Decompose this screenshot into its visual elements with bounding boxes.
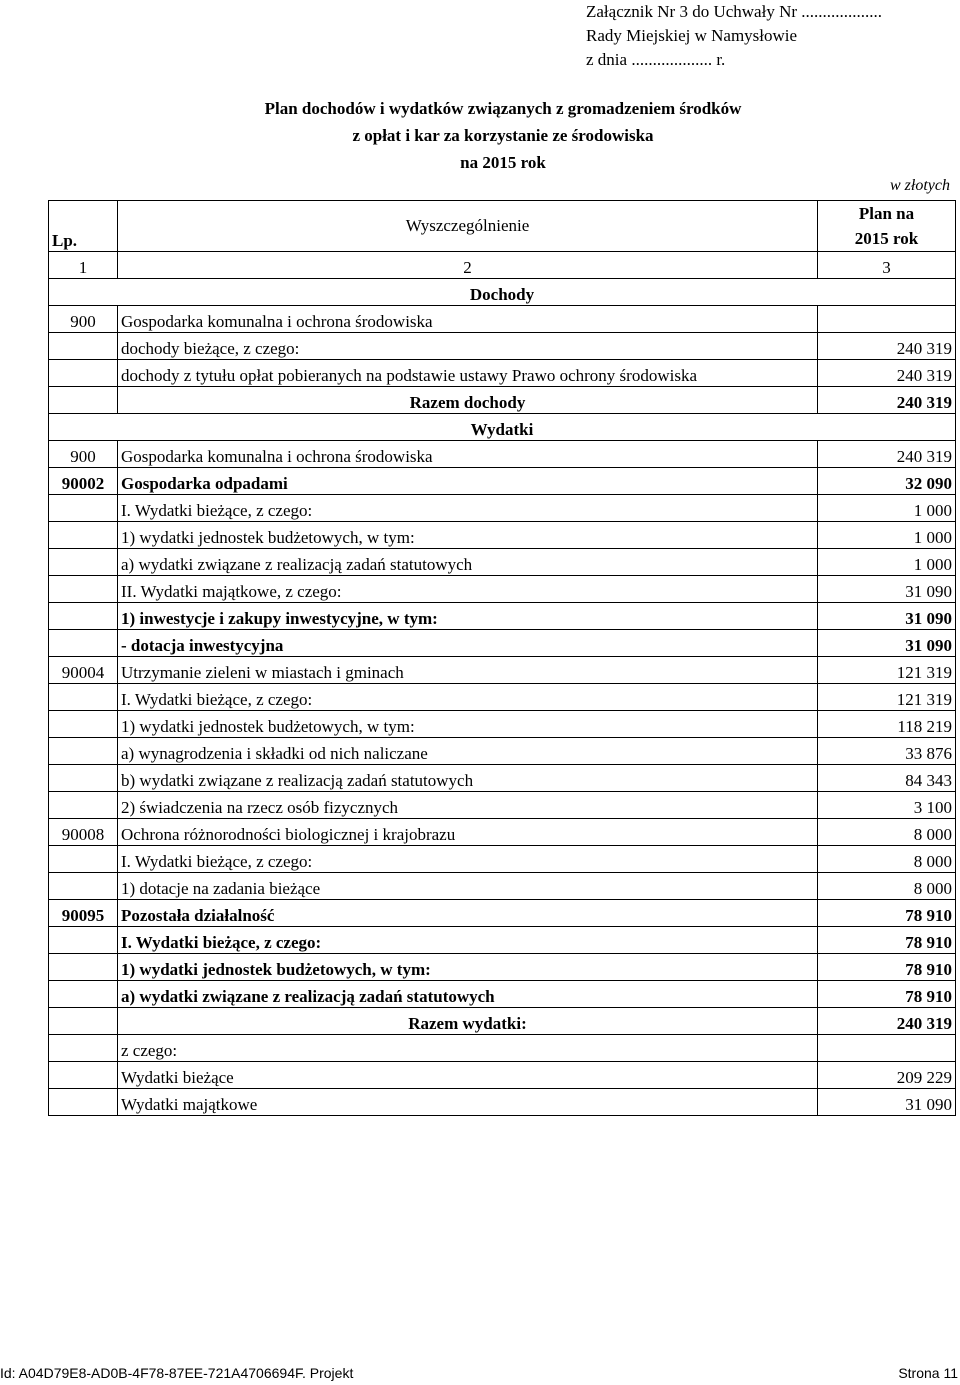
expense-value: 1 000 xyxy=(818,522,956,549)
expense-lp xyxy=(49,684,118,711)
expense-value: 33 876 xyxy=(818,738,956,765)
income-total-value: 240 319 xyxy=(818,387,956,414)
summary-row xyxy=(49,1035,956,1062)
summary-row xyxy=(49,1062,956,1089)
summary-lp xyxy=(49,1089,118,1116)
expense-lp xyxy=(49,846,118,873)
expense-lp xyxy=(49,576,118,603)
expense-lp xyxy=(49,549,118,576)
expense-lp: 90002 xyxy=(49,468,118,495)
resolution-note xyxy=(586,0,882,72)
expense-lp: 90095 xyxy=(49,900,118,927)
summary-current-label: Wydatki bieżące xyxy=(118,1062,818,1089)
expense-description: - dotacja inwestycyjna xyxy=(118,630,818,657)
header-plan-line1: Plan na xyxy=(858,204,915,223)
expense-lp xyxy=(49,630,118,657)
expense-description: 1) dotacje na zadania bieżące xyxy=(118,873,818,900)
expense-lp xyxy=(49,873,118,900)
expense-description: Gospodarka odpadami xyxy=(118,468,818,495)
expense-value: 32 090 xyxy=(818,468,956,495)
expense-description: I. Wydatki bieżące, z czego: xyxy=(118,495,818,522)
expense-lp xyxy=(49,981,118,1008)
resolution-note-line3: z dnia ................... r. xyxy=(586,50,726,69)
expense-description: a) wynagrodzenia i składki od nich naliczane xyxy=(118,738,818,765)
summary-current-value: 209 229 xyxy=(818,1062,956,1089)
expense-value: 31 090 xyxy=(818,630,956,657)
table-row xyxy=(49,927,956,954)
expense-value: 78 910 xyxy=(818,927,956,954)
expense-description: a) wydatki związane z realizacją zadań statutowych xyxy=(118,549,818,576)
document-id: Id: A04D79E8-AD0B-4F78-87EE-721A4706694F. Projekt xyxy=(0,1365,354,1381)
expense-lp xyxy=(49,738,118,765)
table-row xyxy=(49,738,956,765)
expenses-total-value: 240 319 xyxy=(818,1008,956,1035)
table-row xyxy=(49,954,956,981)
expense-description: Ochrona różnorodności biologicznej i krajobrazu xyxy=(118,819,818,846)
expense-description: Utrzymanie zieleni w miastach i gminach xyxy=(118,657,818,684)
expense-value: 8 000 xyxy=(818,846,956,873)
income-lp xyxy=(49,333,118,360)
table-row xyxy=(49,333,956,360)
expenses-total-row xyxy=(49,1008,956,1035)
column-number-3: 3 xyxy=(818,252,956,279)
section-income-row xyxy=(49,279,956,306)
expense-value: 121 319 xyxy=(818,684,956,711)
expense-description: I. Wydatki bieżące, z czego: xyxy=(118,684,818,711)
expense-lp xyxy=(49,711,118,738)
income-total-lp xyxy=(49,387,118,414)
table-row xyxy=(49,522,956,549)
column-number-row xyxy=(49,252,956,279)
expense-value: 240 319 xyxy=(818,441,956,468)
table-row xyxy=(49,792,956,819)
income-total-label: Razem dochody xyxy=(118,387,818,414)
resolution-note-line2: Rady Miejskiej w Namysłowie xyxy=(586,26,798,45)
expense-value: 8 000 xyxy=(818,819,956,846)
income-value xyxy=(818,306,956,333)
title-line3: na 2015 rok xyxy=(460,153,546,172)
table-row xyxy=(49,657,956,684)
header-description: Wyszczególnienie xyxy=(118,201,818,252)
expense-value: 78 910 xyxy=(818,981,956,1008)
header-plan xyxy=(818,201,956,252)
summary-lp xyxy=(49,1035,118,1062)
table-header-row xyxy=(49,201,956,252)
expense-lp: 90004 xyxy=(49,657,118,684)
table-row xyxy=(49,711,956,738)
document-title xyxy=(0,95,960,176)
summary-empty-value xyxy=(818,1035,956,1062)
expense-lp xyxy=(49,522,118,549)
table-row xyxy=(49,846,956,873)
expense-value: 8 000 xyxy=(818,873,956,900)
resolution-note-line1: Załącznik Nr 3 do Uchwały Nr ................... xyxy=(586,2,883,21)
currency-unit: w złotych xyxy=(890,177,950,194)
table-row xyxy=(49,630,956,657)
column-number-1: 1 xyxy=(49,252,118,279)
summary-of-which: z czego: xyxy=(118,1035,818,1062)
expense-description: 1) inwestycje i zakupy inwestycyjne, w tym: xyxy=(118,603,818,630)
title-line1: Plan dochodów i wydatków związanych z gromadzeniem środków xyxy=(264,99,742,118)
expense-value: 78 910 xyxy=(818,954,956,981)
expense-value: 118 219 xyxy=(818,711,956,738)
header-plan-line2: 2015 rok xyxy=(854,229,919,248)
income-value: 240 319 xyxy=(818,360,956,387)
section-expenses-row xyxy=(49,414,956,441)
table-row xyxy=(49,981,956,1008)
expense-description: b) wydatki związane z realizacją zadań statutowych xyxy=(118,765,818,792)
income-description: dochody bieżące, z czego: xyxy=(118,333,818,360)
expenses-total-lp xyxy=(49,1008,118,1035)
expense-value: 3 100 xyxy=(818,792,956,819)
income-total-row xyxy=(49,387,956,414)
summary-capital-label: Wydatki majątkowe xyxy=(118,1089,818,1116)
section-income-label: Dochody xyxy=(49,279,956,306)
expense-description: a) wydatki związane z realizacją zadań statutowych xyxy=(118,981,818,1008)
table-row xyxy=(49,765,956,792)
expenses-total-label: Razem wydatki: xyxy=(118,1008,818,1035)
income-lp xyxy=(49,360,118,387)
income-lp: 900 xyxy=(49,306,118,333)
expense-description: Pozostała działalność xyxy=(118,900,818,927)
table-row xyxy=(49,360,956,387)
expense-description: 2) świadczenia na rzecz osób fizycznych xyxy=(118,792,818,819)
expense-value: 31 090 xyxy=(818,603,956,630)
expense-description: 1) wydatki jednostek budżetowych, w tym: xyxy=(118,954,818,981)
header-lp: Lp. xyxy=(49,201,118,252)
expense-lp xyxy=(49,603,118,630)
expense-description: I. Wydatki bieżące, z czego: xyxy=(118,927,818,954)
summary-row xyxy=(49,1089,956,1116)
income-description: Gospodarka komunalna i ochrona środowiska xyxy=(118,306,818,333)
expense-value: 121 319 xyxy=(818,657,956,684)
page-number: Strona 11 xyxy=(898,1365,958,1381)
section-expenses-label: Wydatki xyxy=(49,414,956,441)
table-row xyxy=(49,576,956,603)
expense-lp xyxy=(49,495,118,522)
expense-value: 1 000 xyxy=(818,495,956,522)
expense-lp: 900 xyxy=(49,441,118,468)
expense-description: 1) wydatki jednostek budżetowych, w tym: xyxy=(118,522,818,549)
expense-lp xyxy=(49,927,118,954)
table-row xyxy=(49,441,956,468)
table-row xyxy=(49,549,956,576)
column-number-2: 2 xyxy=(118,252,818,279)
table-row xyxy=(49,468,956,495)
expense-value: 78 910 xyxy=(818,900,956,927)
expense-lp xyxy=(49,765,118,792)
expense-description: Gospodarka komunalna i ochrona środowiska xyxy=(118,441,818,468)
expense-value: 31 090 xyxy=(818,576,956,603)
table-row xyxy=(49,819,956,846)
summary-lp xyxy=(49,1062,118,1089)
expense-value: 1 000 xyxy=(818,549,956,576)
expense-value: 84 343 xyxy=(818,765,956,792)
table-row xyxy=(49,495,956,522)
expense-lp: 90008 xyxy=(49,819,118,846)
expense-lp xyxy=(49,954,118,981)
table-row xyxy=(49,306,956,333)
expense-lp xyxy=(49,792,118,819)
income-description: dochody z tytułu opłat pobieranych na podstawie ustawy Prawo ochrony środowiska xyxy=(118,360,818,387)
plan-table xyxy=(48,200,956,1116)
expense-description: II. Wydatki majątkowe, z czego: xyxy=(118,576,818,603)
title-line2: z opłat i kar za korzystanie ze środowiska xyxy=(352,126,654,145)
summary-capital-value: 31 090 xyxy=(818,1089,956,1116)
expense-description: 1) wydatki jednostek budżetowych, w tym: xyxy=(118,711,818,738)
expense-description: I. Wydatki bieżące, z czego: xyxy=(118,846,818,873)
table-row xyxy=(49,900,956,927)
income-value: 240 319 xyxy=(818,333,956,360)
table-row xyxy=(49,603,956,630)
table-row xyxy=(49,873,956,900)
table-row xyxy=(49,684,956,711)
